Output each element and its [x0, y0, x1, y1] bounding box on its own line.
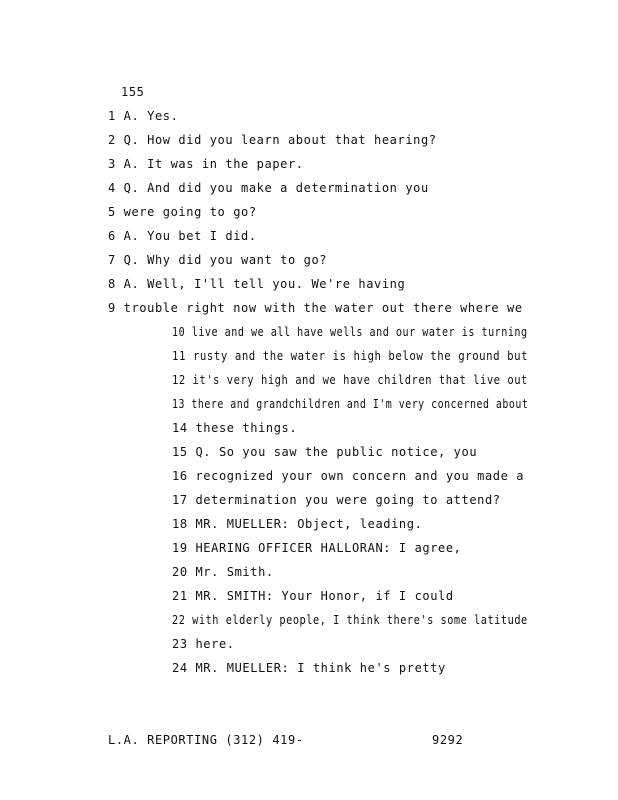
transcript-line-17: 17 determination you were going to attend?	[172, 493, 501, 507]
transcript-line-22: 22 with elderly people, I think there's some latitude	[172, 613, 528, 627]
transcript-line-8: 8 A. Well, I'll tell you. We're having	[108, 277, 406, 291]
transcript-line-11: 11 rusty and the water is high below the ground but	[172, 349, 529, 363]
transcript-line-24: 24 MR. MUELLER: I think he's pretty	[172, 661, 446, 675]
transcript-line-12: 12 it's very high and we have children that live out	[172, 373, 528, 387]
transcript-line-23: 23 here.	[172, 637, 235, 651]
transcript-line-4: 4 Q. And did you make a determination you	[108, 181, 429, 195]
transcript-line-16: 16 recognized your own concern and you made a	[172, 469, 525, 483]
transcript-line-18: 18 MR. MUELLER: Object, leading.	[172, 517, 423, 531]
transcript-line-14: 14 these things.	[172, 421, 298, 435]
transcript-line-9: 9 trouble right now with the water out there where we	[108, 301, 523, 315]
transcript-line-3: 3 A. It was in the paper.	[108, 157, 304, 171]
transcript-line-1: 1 A. Yes.	[108, 109, 179, 123]
transcript-line-10: 10 live and we all have wells and our water is turning	[172, 325, 528, 339]
page-number: 155	[121, 85, 145, 99]
transcript-line-6: 6 A. You bet I did.	[108, 229, 257, 243]
transcript-line-13: 13 there and grandchildren and I'm very concerned about	[172, 397, 529, 411]
footer-phone-suffix: 9292	[432, 733, 464, 747]
footer-reporter: L.A. REPORTING (312) 419-	[108, 733, 304, 747]
transcript-line-21: 21 MR. SMITH: Your Honor, if I could	[172, 589, 454, 603]
transcript-line-5: 5 were going to go?	[108, 205, 257, 219]
transcript-line-19: 19 HEARING OFFICER HALLORAN: I agree,	[172, 541, 462, 555]
transcript-line-7: 7 Q. Why did you want to go?	[108, 253, 328, 267]
transcript-line-2: 2 Q. How did you learn about that hearing?	[108, 133, 437, 147]
transcript-line-15: 15 Q. So you saw the public notice, you	[172, 445, 478, 459]
transcript-line-20: 20 Mr. Smith.	[172, 565, 274, 579]
